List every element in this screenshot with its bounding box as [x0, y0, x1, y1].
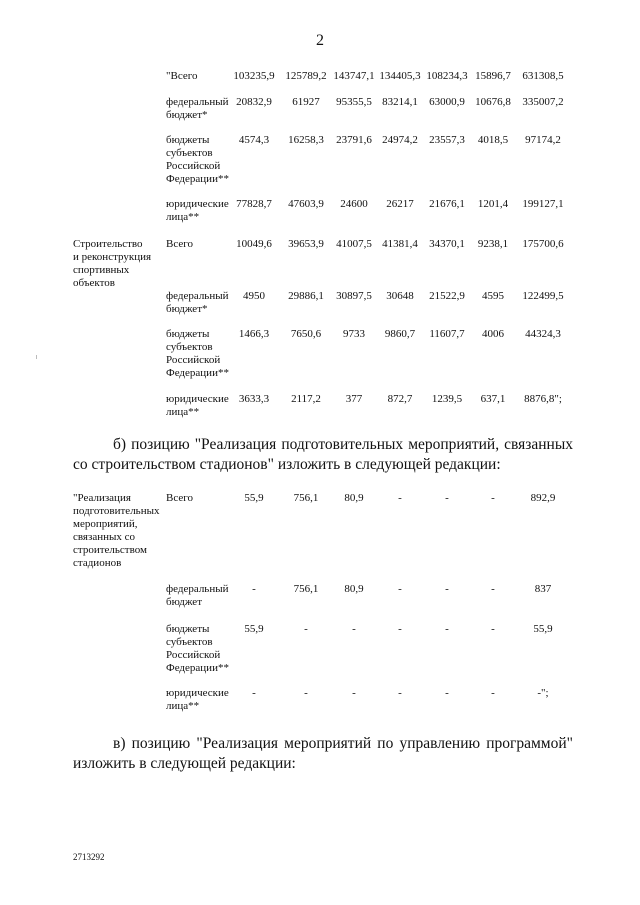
- value-cell: -: [398, 492, 402, 504]
- value-cell: 108234,3: [426, 70, 468, 82]
- paragraph-b: [73, 435, 573, 475]
- row-source-label: бюджеты субъектов Российской Федерации**: [166, 328, 229, 379]
- value-cell: 837: [534, 583, 552, 595]
- value-cell: -: [252, 583, 256, 595]
- row-source-label: юридические лица**: [166, 393, 229, 418]
- value-cell: 8876,8";: [524, 393, 562, 405]
- value-cell: 134405,3: [379, 70, 421, 82]
- value-cell: 34370,1: [429, 238, 465, 250]
- value-cell: 7650,6: [290, 328, 322, 340]
- value-cell: 30897,5: [336, 290, 372, 302]
- value-cell: 55,9: [244, 492, 264, 504]
- value-cell: 95355,5: [336, 96, 372, 108]
- value-cell: 55,9: [244, 623, 264, 635]
- value-cell: 122499,5: [522, 290, 564, 302]
- value-cell: 143747,1: [333, 70, 375, 82]
- value-cell: 15896,7: [475, 70, 511, 82]
- value-cell: 892,9: [530, 492, 556, 504]
- paragraph-c-text: в) позицию "Реализация мероприятий по управлению программой" изложить в следующей редакции:: [73, 735, 573, 772]
- value-cell: 61927: [292, 96, 320, 108]
- value-cell: 39653,9: [288, 238, 324, 250]
- value-cell: 2117,2: [291, 393, 321, 405]
- row-source-label: бюджеты субъектов Российской Федерации**: [166, 623, 229, 674]
- value-cell: 80,9: [344, 492, 364, 504]
- value-cell: 9733: [343, 328, 365, 340]
- value-cell: 83214,1: [382, 96, 418, 108]
- value-cell: 4574,3: [238, 134, 270, 146]
- value-cell: 335007,2: [522, 96, 564, 108]
- value-cell: 21676,1: [429, 198, 465, 210]
- value-cell: -: [398, 687, 402, 699]
- value-cell: 1201,4: [477, 198, 509, 210]
- value-cell: 26217: [386, 198, 414, 210]
- value-cell: 756,1: [293, 492, 319, 504]
- row-source-label: Всего: [166, 492, 193, 504]
- page-number: 2: [316, 32, 324, 49]
- paragraph-b-text: б) позицию "Реализация подготовительных мероприятий, связанных со строительством стадионов" изложить в следующей редакции:: [73, 436, 573, 473]
- value-cell: -: [491, 492, 495, 504]
- value-cell: 41007,5: [336, 238, 372, 250]
- value-cell: 55,9: [533, 623, 553, 635]
- value-cell: 44324,3: [525, 328, 561, 340]
- value-cell: 24600: [340, 198, 368, 210]
- value-cell: -: [398, 583, 402, 595]
- value-cell: -: [445, 583, 449, 595]
- value-cell: -";: [537, 687, 549, 699]
- value-cell: 77828,7: [236, 198, 272, 210]
- value-cell: 756,1: [293, 583, 319, 595]
- value-cell: 3633,3: [238, 393, 270, 405]
- value-cell: 23791,6: [336, 134, 372, 146]
- value-cell: 631308,5: [522, 70, 564, 82]
- value-cell: 9238,1: [477, 238, 509, 250]
- value-cell: 80,9: [344, 583, 364, 595]
- value-cell: 1466,3: [238, 328, 270, 340]
- value-cell: 97174,2: [525, 134, 561, 146]
- row-source-label: федеральный бюджет*: [166, 290, 229, 315]
- value-cell: 21522,9: [429, 290, 465, 302]
- row-source-label: федеральный бюджет*: [166, 96, 229, 121]
- value-cell: -: [304, 687, 308, 699]
- row-section-label: "Реализация подготовительных мероприятий, связанных со строительством стадионов: [73, 492, 160, 569]
- row-source-label: юридические лица**: [166, 198, 229, 223]
- value-cell: 175700,6: [522, 238, 564, 250]
- value-cell: 872,7: [387, 393, 413, 405]
- value-cell: 23557,3: [429, 134, 465, 146]
- row-source-label: "Всего: [166, 70, 198, 82]
- value-cell: 47603,9: [288, 198, 324, 210]
- value-cell: -: [252, 687, 256, 699]
- row-section-label: Строительство и реконструкция спортивных объектов: [73, 238, 152, 289]
- value-cell: 103235,9: [233, 70, 275, 82]
- row-source-label: юридические лица**: [166, 687, 229, 712]
- value-cell: 63000,9: [429, 96, 465, 108]
- value-cell: -: [445, 623, 449, 635]
- document-code: 2713292: [73, 852, 105, 862]
- value-cell: 637,1: [480, 393, 506, 405]
- value-cell: 9860,7: [384, 328, 416, 340]
- paragraph-c: [73, 734, 573, 774]
- value-cell: 125789,2: [285, 70, 327, 82]
- value-cell: 1239,5: [431, 393, 463, 405]
- row-source-label: бюджеты субъектов Российской Федерации**: [166, 134, 229, 185]
- value-cell: 20832,9: [236, 96, 272, 108]
- value-cell: 11607,7: [429, 328, 465, 340]
- value-cell: -: [445, 492, 449, 504]
- value-cell: -: [352, 687, 356, 699]
- row-source-label: Всего: [166, 238, 193, 250]
- value-cell: 377: [345, 393, 363, 405]
- value-cell: 10049,6: [236, 238, 272, 250]
- value-cell: 16258,3: [288, 134, 324, 146]
- value-cell: 4950: [243, 290, 265, 302]
- value-cell: 29886,1: [288, 290, 324, 302]
- value-cell: -: [445, 687, 449, 699]
- value-cell: -: [304, 623, 308, 635]
- value-cell: 4018,5: [477, 134, 509, 146]
- value-cell: -: [352, 623, 356, 635]
- value-cell: 41381,4: [382, 238, 418, 250]
- row-source-label: федеральный бюджет: [166, 583, 229, 608]
- value-cell: 10676,8: [475, 96, 511, 108]
- value-cell: 4595: [482, 290, 504, 302]
- value-cell: -: [491, 623, 495, 635]
- value-cell: -: [491, 583, 495, 595]
- value-cell: 4006: [482, 328, 504, 340]
- value-cell: 24974,2: [382, 134, 418, 146]
- scan-mark: [36, 355, 37, 359]
- value-cell: 30648: [386, 290, 414, 302]
- value-cell: -: [491, 687, 495, 699]
- value-cell: -: [398, 623, 402, 635]
- value-cell: 199127,1: [522, 198, 564, 210]
